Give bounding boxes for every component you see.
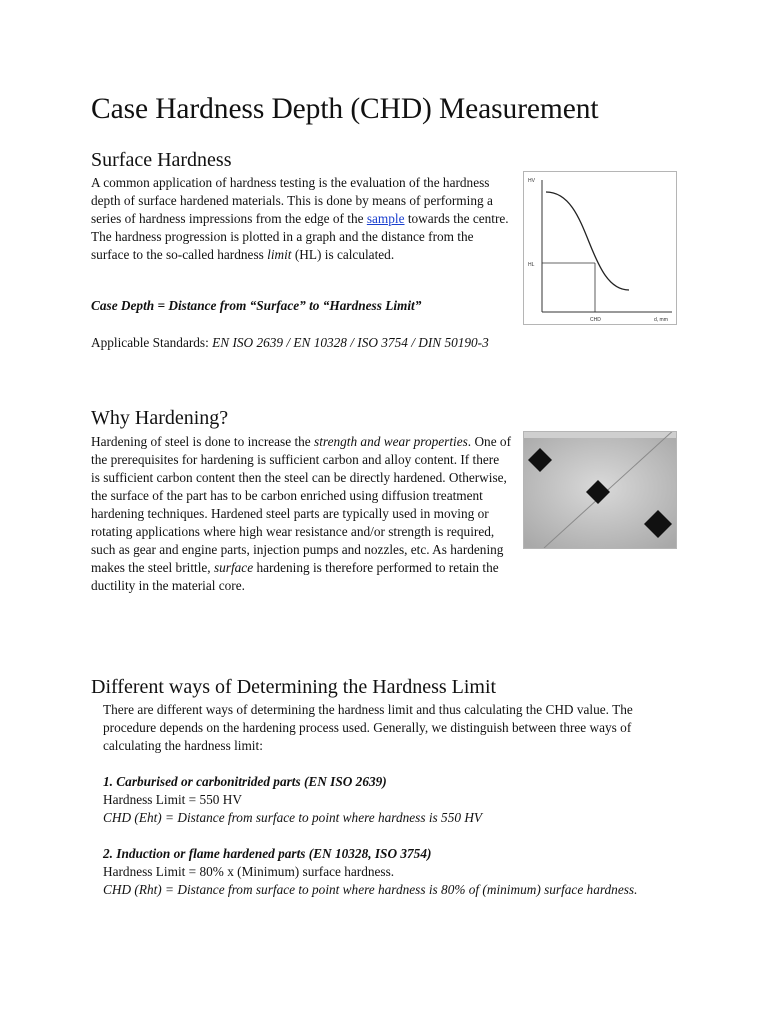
graph-x-label: d, mm	[654, 317, 668, 323]
section-heading-determining-hardness-limit: Different ways of Determining the Hardness Limit	[91, 676, 497, 698]
hardness-curve-line	[546, 192, 629, 290]
surface-hardness-paragraph	[91, 174, 511, 264]
standards-value: EN ISO 2639 / EN 10328 / ISO 3754 / DIN 50190-3	[212, 335, 489, 350]
hardness-curve-graph	[524, 172, 676, 324]
why-italic-a: strength and wear properties	[314, 434, 468, 449]
case-depth-formula: Case Depth = Distance from “Surface” to “Hardness Limit”	[91, 298, 422, 313]
hardness-curve-figure	[523, 171, 677, 325]
why-italic-b: surface	[213, 560, 254, 575]
method-1-title: 1. Carburised or carbonitrided parts (EN ISO 2639)	[103, 774, 387, 789]
method-1-definition: CHD (Eht) = Distance from surface to point where hardness is 550 HV	[103, 810, 483, 825]
method-2-definition: CHD (Rht) = Distance from surface to point where hardness is 80% of (minimum) surface hardness.	[103, 882, 638, 897]
determining-hardness-body	[103, 701, 683, 899]
why-text-a: Hardening of steel is done to increase the	[91, 434, 315, 449]
intro-text-b: towards the centre. The hardness progression is plotted in a graph and the distance from the surface to the so-called hardness	[91, 211, 509, 262]
determining-intro: There are different ways of determining the hardness limit and thus calculating the CHD value. The procedure depends on the hardening process used. Generally, we distinguish between three ways of calculating the hardness limit:	[103, 702, 633, 753]
method-2-limit: Hardness Limit = 80% x (Minimum) surface hardness.	[103, 864, 395, 879]
graph-chd-label: CHD	[590, 317, 601, 323]
method-2-title: 2. Induction or flame hardened parts (EN 10328, ISO 3754)	[103, 846, 432, 861]
hardness-indentation-image	[523, 431, 677, 549]
intro-italic-limit: limit	[267, 247, 292, 262]
applicable-standards	[91, 334, 501, 352]
intro-text-c: (HL) is calculated.	[291, 247, 395, 262]
why-text-b: . One of the prerequisites for hardening is sufficient carbon and alloy content. If there is sufficient carbon content then the steel can be directly hardened. Otherwise, the surface of the part has to be carbon enriched using diffusion treatment hardening techniques. Hardened steel parts are typically used in moving or rotating applications where high wear resistance and/or strength is required, such as gear and engine parts, injection pumps and nozzles, etc. As hardening makes the steel brittle,	[91, 434, 511, 575]
why-hardening-paragraph	[91, 433, 511, 595]
section-heading-why-hardening: Why Hardening?	[91, 407, 229, 429]
method-1-limit: Hardness Limit = 550 HV	[103, 792, 242, 807]
why-text-c: hardening is therefore performed to retain the ductility in the material core.	[91, 560, 499, 593]
graph-hl-label: HL	[528, 262, 535, 268]
sample-link[interactable]: sample	[366, 211, 405, 226]
section-heading-surface-hardness: Surface Hardness	[91, 149, 232, 171]
graph-y-label: HV	[528, 178, 535, 184]
viewer-titlebar	[524, 432, 676, 438]
standards-label: Applicable Standards:	[91, 335, 213, 350]
page-title: Case Hardness Depth (CHD) Measurement	[91, 93, 599, 125]
indentation-micrograph	[524, 432, 676, 548]
intro-text-a: A common application of hardness testing is the evaluation of the hardness depth of surface hardened materials. This is done by means of performing a series of hardness impressions from the edge of the	[91, 175, 493, 226]
